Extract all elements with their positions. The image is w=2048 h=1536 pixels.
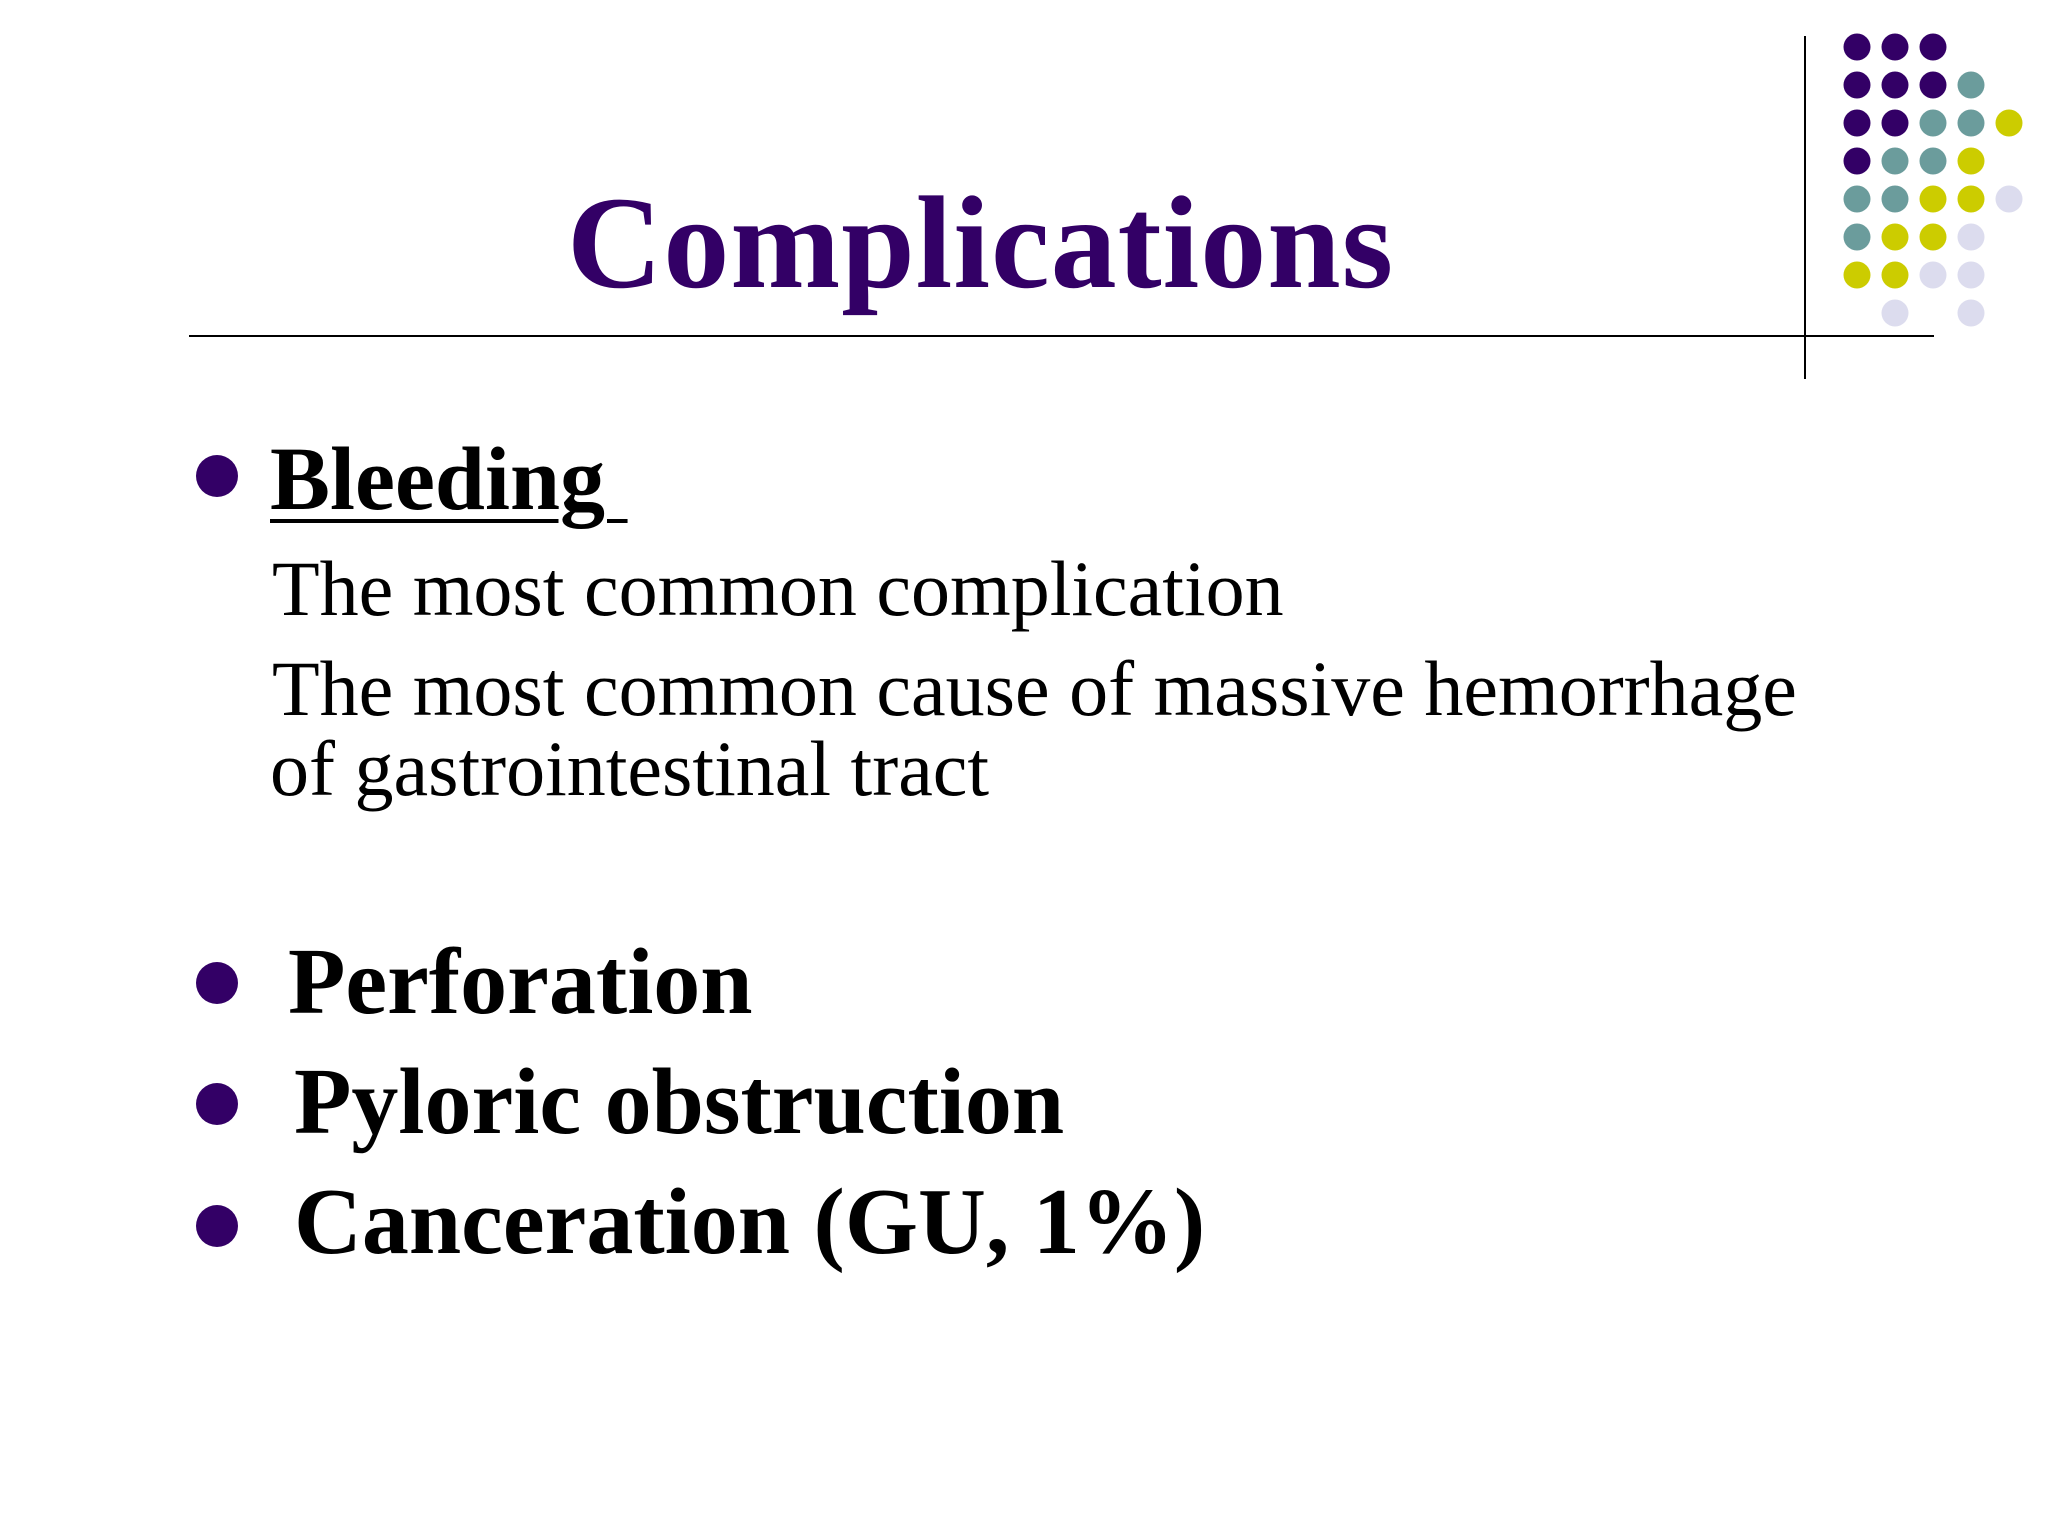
bullet-dot-pyloric-obstruction [196,1083,238,1125]
decorative-dot [1958,262,1985,289]
decorative-dot [1920,34,1947,61]
vertical-divider [1804,36,1806,379]
bullet-label-canceration: Canceration (GU, 1%) [294,1170,1206,1274]
bullet-dot-bleeding [196,455,238,497]
decorative-dot [1882,186,1909,213]
bullet-label-pyloric-obstruction: Pyloric obstruction [294,1050,1065,1154]
decorative-dot [1844,262,1871,289]
decorative-dot [1844,34,1871,61]
decorative-dot [1958,148,1985,175]
bullet-label-perforation: Perforation [288,930,753,1034]
decorative-dot [1882,34,1909,61]
decorative-dot [1996,186,2023,213]
decorative-dot [1844,148,1871,175]
decorative-dot [1920,262,1947,289]
decorative-dot [1882,224,1909,251]
decorative-dot [1996,110,2023,137]
decorative-dot [1920,224,1947,251]
decorative-dot [1844,186,1871,213]
bleeding-detail-2: The most common cause of massive hemorrhage [272,645,1797,732]
decorative-dot [1844,110,1871,137]
slide-title: Complications [567,169,1395,316]
horizontal-divider [189,335,1934,337]
decorative-dot [1882,148,1909,175]
decorative-dot [1844,224,1871,251]
decorative-dot [1958,224,1985,251]
decorative-dot [1882,110,1909,137]
bleeding-detail-3: of gastrointestinal tract [270,725,990,812]
decorative-dot [1958,186,1985,213]
bleeding-detail-1: The most common complication [272,545,1284,632]
decorative-dot [1920,148,1947,175]
decorative-dot [1882,300,1909,327]
decorative-dot [1958,300,1985,327]
decorative-dot [1920,72,1947,99]
decorative-dot [1882,262,1909,289]
decorative-dot [1958,72,1985,99]
decorative-dot [1844,72,1871,99]
decorative-dot [1920,186,1947,213]
decorative-dot [1920,110,1947,137]
decorative-dot [1958,110,1985,137]
decorative-dot [1882,72,1909,99]
bullet-dot-canceration [196,1205,238,1247]
bullet-label-bleeding: Bleeding [270,430,628,529]
bullet-dot-perforation [196,962,238,1004]
